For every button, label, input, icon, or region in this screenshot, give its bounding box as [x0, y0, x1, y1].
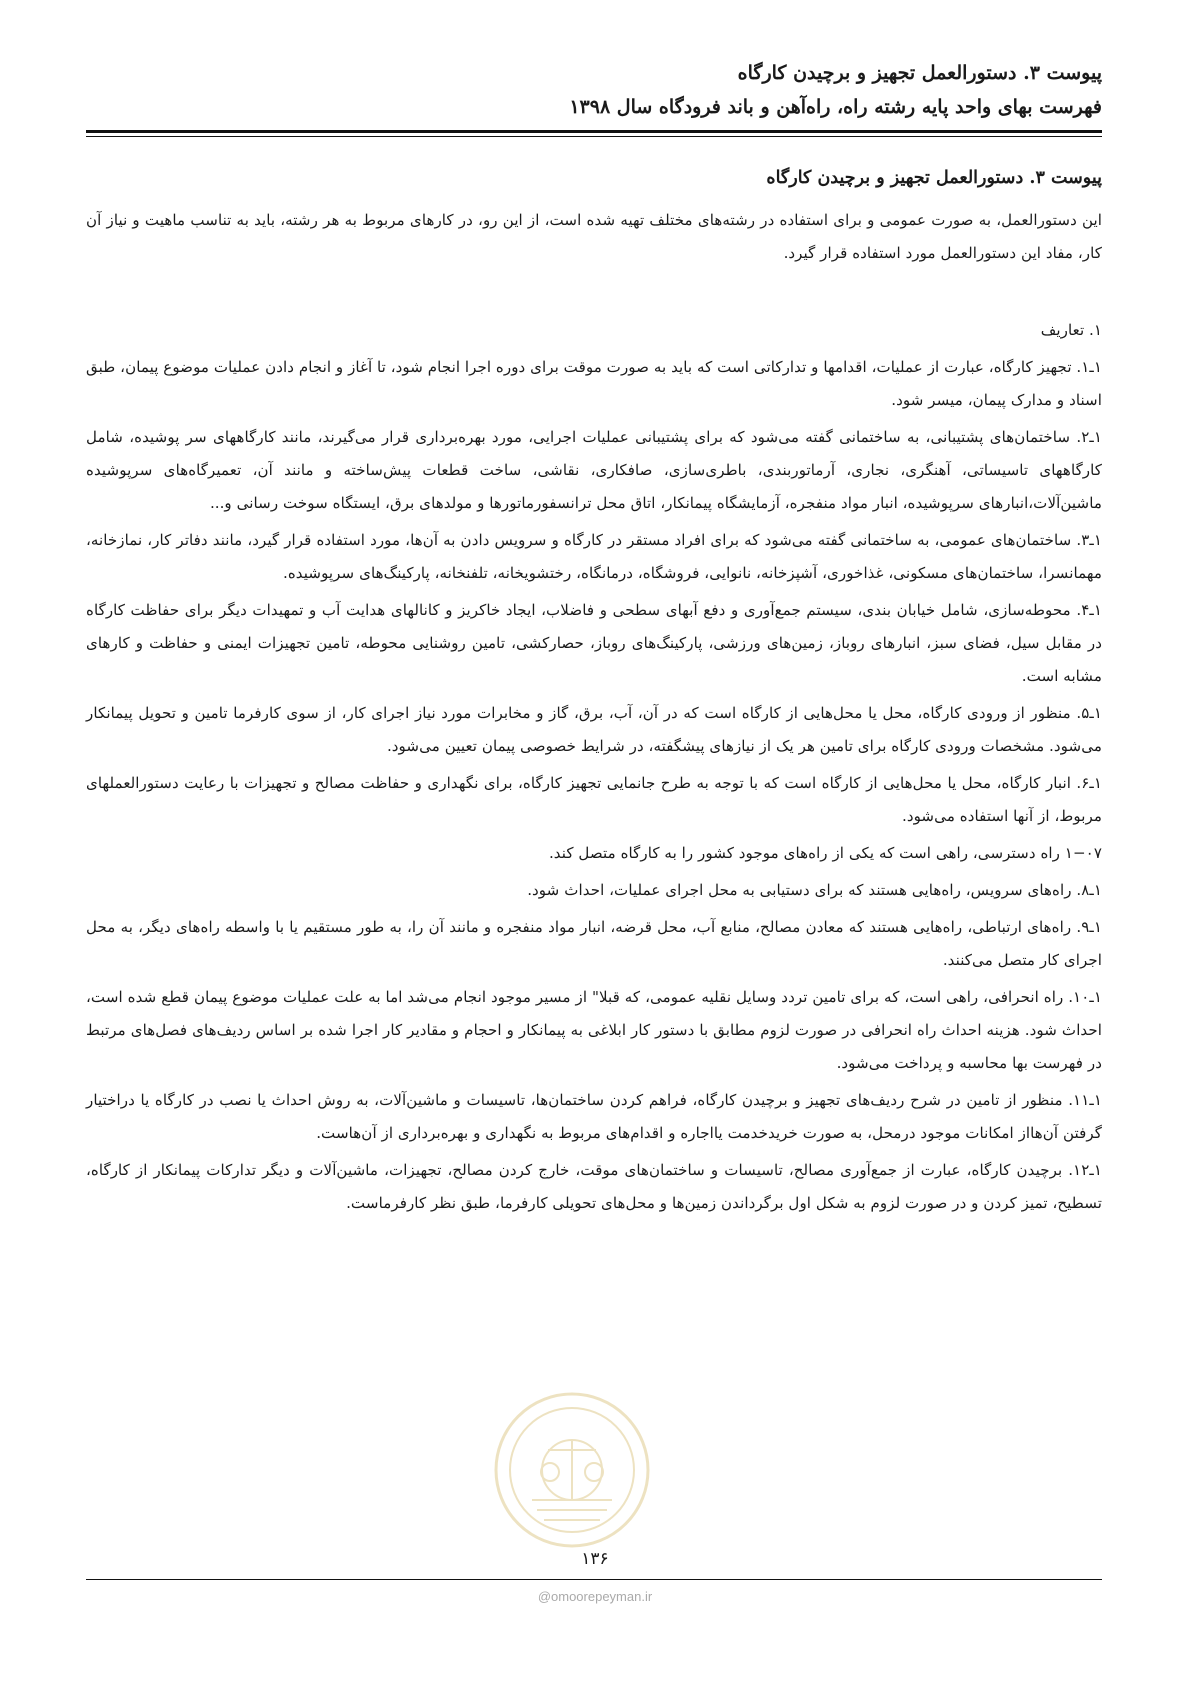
definition-item: ۱−۰۷ راه دسترسی، راهی است که یکی از راه‌های موجود کشور را به کارگاه متصل کند. — [548, 844, 1102, 862]
header-rule-thin — [86, 136, 1102, 137]
site-credit: @omoorepeyman.ir — [537, 1589, 653, 1604]
definitions-heading: ۱. تعاریف — [1040, 321, 1102, 339]
definition-item: ۱ـ۵. منظور از ورودی کارگاه، محل یا محل‌هایی از کارگاه است که در آن، آب، برق، گاز و مخابرات مورد نیاز اجرای کار، از سوی کارفرما تامین و تحویل پیمانکار می‌شود. مشخصات ورودی کارگاه برای تامین هر یک از نیازهای پیشگفته، در شرایط خصوصی پیمان تعیین می‌شود. — [86, 704, 1102, 755]
definition-item: ۱ـ۸. راه‌های سرویس، راه‌هایی هستند که برای دستیابی به محل اجرای عملیات، احداث شود. — [527, 881, 1102, 899]
footer-rule — [86, 1579, 1102, 1580]
running-header — [86, 56, 1102, 124]
page-number: ۱۳۶ — [581, 1549, 609, 1569]
definition-item: ۱ـ۱۰. راه انحرافی، راهی است، که برای تامین تردد وسایل نقلیه عمومی، که قبلا" از مسیر موجود انجام می‌شد اما به علت عملیات موضوع پیمان قطع شده است، احداث شود. هزینه احداث راه انحرافی در صورت لزوم مطابق با دستور کار ابلاغی به پیمانکار و احجام و مقادیر کار اجرا شده بر اساس ردیف‌های فصل‌های مرتبط در فهرست بها محاسبه و پرداخت می‌شود. — [86, 988, 1102, 1072]
definition-item: ۱ـ۳. ساختمان‌های عمومی، به ساختمانی گفته می‌شود که برای افراد مستقر در کارگاه و سرویس دادن به آن‌ها، مورد استفاده قرار گیرد، مانند دفاتر کار، نمازخانه، مهمانسرا، ساختمان‌های مسکونی، غذاخوری، آشپزخانه، نانوایی، فروشگاه، درمانگاه، رختشویخانه، تلفنخانه، پارکینگ‌های سرپوشیده. — [86, 531, 1103, 582]
seal-watermark-icon — [492, 1390, 652, 1550]
intro-paragraph: این دستورالعمل، به صورت عمومی و برای استفاده در رشته‌های مختلف تهیه شده است، از این رو، در کارهای مربوط به هر رشته، باید به تناسب ماهیت و نیاز آن کار، مفاد این دستورالعمل مورد استفاده قرار گیرد. — [86, 211, 1102, 262]
definition-item: ۱ـ۱. تجهیز کارگاه، عبارت از عملیات، اقدامها و تدارکاتی است که باید به صورت موقت برای دوره اجرا انجام شود، تا آغاز و انجام دادن عملیات موضوع پیمان، طبق اسناد و مدارک پیمان، میسر شود. — [86, 358, 1102, 409]
definition-item: ۱ـ۴. محوطه‌سازی، شامل خیابان بندی، سیستم جمع‌آوری و دفع آبهای سطحی و فاضلاب، ایجاد خاکریز و کانالهای هدایت آب و تمهیدات دیگر برای حفاظت کارگاه در مقابل سیل، فضای سبز، انبارهای روباز، زمین‌های ورزشی، پارکینگ‌های روباز، حصارکشی، تامین روشنایی محوطه، تامین تجهیزات ایمنی و حفاظت و کارهای مشابه است. — [86, 601, 1102, 685]
definition-item: ۱ـ۹. راه‌های ارتباطی، راه‌هایی هستند که معادن مصالح، منابع آب، محل قرضه، انبار مواد منفجره و مانند آن را، به طور مستقیم یا با واسطه راه‌های دیگر، به محل اجرای کار متصل می‌کنند. — [86, 918, 1102, 969]
section-title: پیوست ۳. دستورالعمل تجهیز و برچیدن کارگاه — [766, 168, 1102, 188]
body-content — [86, 160, 1102, 1224]
header-line-1: پیوست ۳. دستورالعمل تجهیز و برچیدن کارگاه — [737, 62, 1102, 84]
definition-item: ۱ـ۲. ساختمان‌های پشتیبانی، به ساختمانی گفته می‌شود که برای پشتیبانی عملیات اجرایی، مورد بهره‌برداری قرار می‌گیرند، مانند کارگاههای سر پوشیده، شامل کارگاههای تاسیساتی، آهنگری، نجاری، آرماتوربندی، باطری‌سازی، صافکاری، نقاشی، ساخت قطعات پیش‌ساخته و مانند آن، تعمیرگاه‌های سرپوشیده ماشین‌آلات،انبارهای سرپوشیده، انبار مواد منفجره، آزمایشگاه پیمانکار، اتاق محل ترانسفورماتورها و مولدهای برق، ایستگاه سوخت رسانی و... — [86, 428, 1102, 512]
definition-item: ۱ـ۶. انبار کارگاه، محل یا محل‌هایی از کارگاه است که با توجه به طرح جانمایی تجهیز کارگاه، برای نگهداری و حفاظت مصالح و تجهیزات با رعایت دستورالعملهای مربوط، از آنها استفاده می‌شود. — [86, 774, 1102, 825]
header-line-2: فهرست بهای واحد پایه رشته راه، راه‌آهن و باند فرودگاه سال ۱۳۹۸ — [569, 96, 1102, 118]
header-rule-thick — [86, 130, 1102, 133]
definition-item: ۱ـ۱۲. برچیدن کارگاه، عبارت از جمع‌آوری مصالح، تاسیسات و ساختمان‌های موقت، خارج کردن مصالح، تجهیزات، ماشین‌آلات و دیگر تدارکات پیمانکار از کارگاه، تسطیح، تمیز کردن و در صورت لزوم به شکل اول برگرداندن زمین‌ها و محل‌های تحویلی کارفرما، طبق نظر کارفرماست. — [86, 1161, 1102, 1212]
definition-item: ۱ـ۱۱. منظور از تامین در شرح ردیف‌های تجهیز و برچیدن کارگاه، فراهم کردن ساختمان‌ها، تاسیسات و ماشین‌آلات، به روش احداث یا نصب در کارگاه یا دراختیار گرفتن آن‌هااز امکانات موجود درمحل، به صورت خریدخدمت یااجاره و اقدام‌های مربوط به نگهداری و بهره‌برداری از آن‌هاست. — [86, 1091, 1102, 1142]
